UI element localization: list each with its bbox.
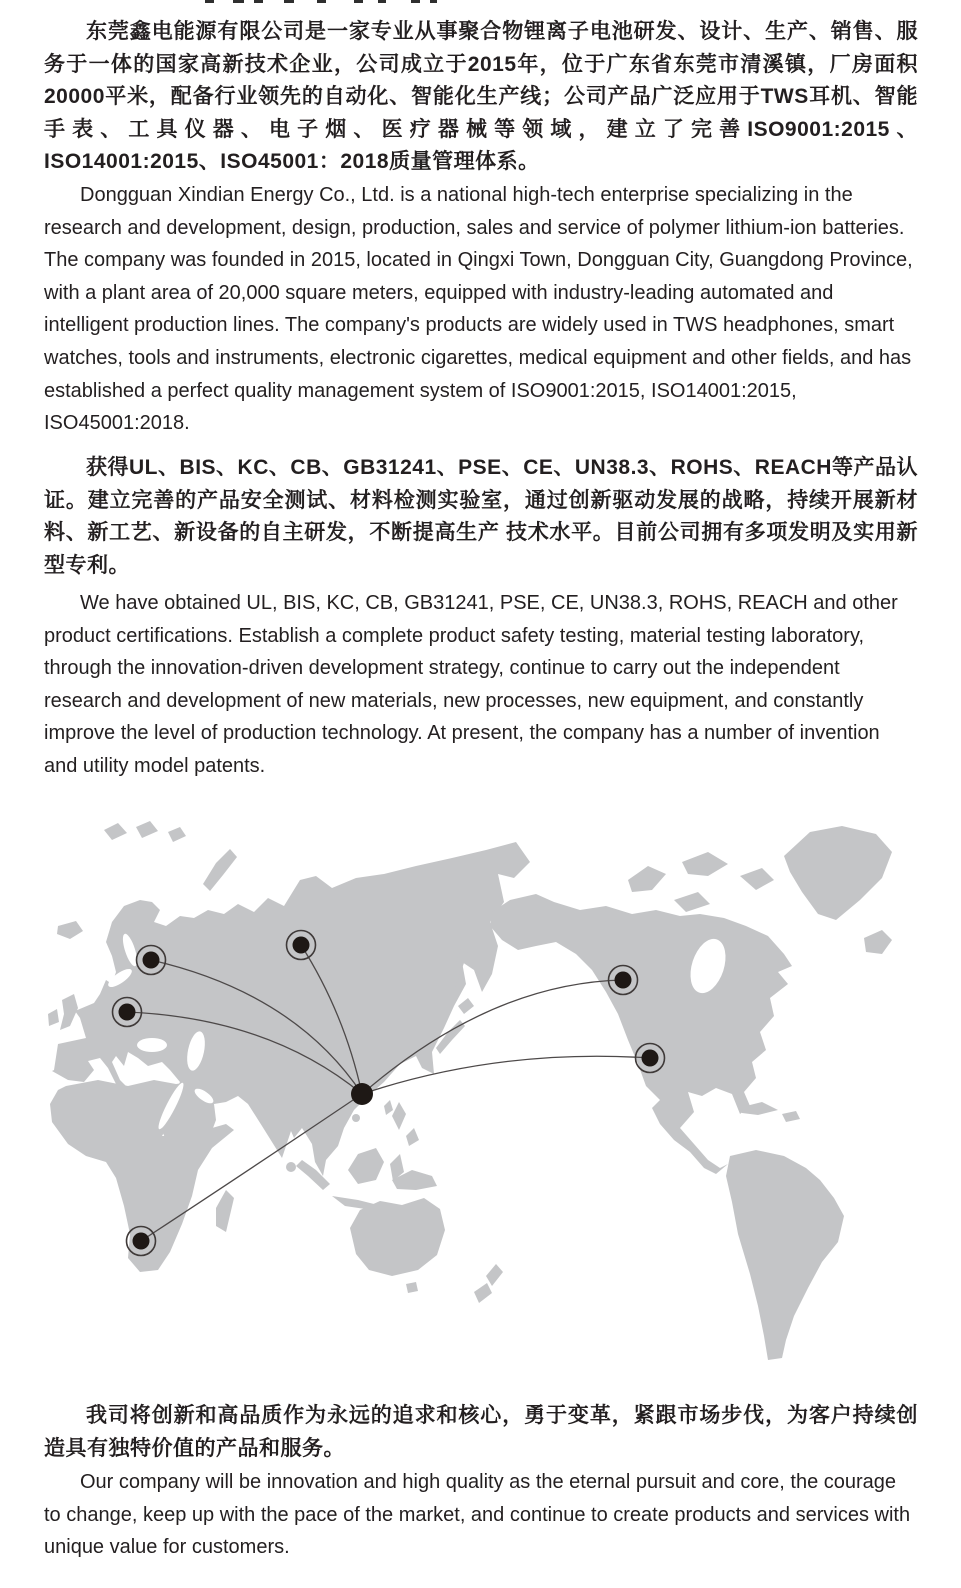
map-marker-dot [642,1050,659,1067]
map-marker-dot [615,972,632,989]
paragraph-certifications-zh: 获得UL、BIS、KC、CB、GB31241、PSE、CE、UN38.3、ROHS、REACH等产品认证。建立完善的产品安全测试、材料检测实验室，通过创新驱动发展的战略，持续开展新材料、新工艺、新设备的自主研发，不断提高生产 技术水平。目前公司拥有多项发明及实用新型专利。 [44,456,918,577]
page-top-clipped-artifact [0,0,961,4]
map-marker-dot [293,937,310,954]
paragraph-vision-zh: 我司将创新和高品质作为永远的追求和核心，勇于变革，紧跟市场步伐，为客户持续创造具有独特价值的产品和服务。 [44,1404,918,1460]
map-marker-dot [133,1233,150,1250]
paragraph-company-intro-en: Dongguan Xindian Energy Co., Ltd. is a national high-tech enterprise specializing in the research and development, design, production, sales and service of polymer lithium-ion batteries. The company was founded in 2015, located in Qingxi Town, Dongguan City, Guangdong Province, with a plant area of 20,000 square meters, equipped with industry-leading automated and intelligent production lines. The company's products are widely used in TWS headphones, smart watches, tools and instruments, electronic cigarettes, medical equipment and other fields, and has established a perfect quality management system of ISO9001:2015, ISO14001:2015, ISO45001:2018. [44,184,913,435]
paragraph-company-intro-zh: 东莞鑫电能源有限公司是一家专业从事聚合物锂离子电池研发、设计、生产、销售、服务于一体的国家高新技术企业，公司成立于2015年，位于广东省东莞市清溪镇，厂房面积20000平米，配备行业领先的自动化、智能化生产线；公司产品广泛应用于TWS耳机、智能手表、工具仪器、电子烟、医疗器械等领域，建立了完善ISO9001:2015、ISO14001:2015、ISO45001：2018质量管理体系。 [44,20,918,174]
world-map [40,818,961,1363]
paragraph-certifications-en: We have obtained UL, BIS, KC, CB, GB31241, PSE, CE, UN38.3, ROHS, REACH and other product certifications. Establish a complete product safety testing, material testing laboratory, through the innovation-driven development strategy, continue to carry out the independent research and development of new materials, new processes, new equipment, and constantly improve the level of production technology. At present, the company has a number of invention and utility model patents. [44,592,898,777]
paragraph-vision-en: Our company will be innovation and high quality as the eternal pursuit and core, the courage to change, keep up with the pace of the market, and continue to create products and services with unique value for customers. [44,1471,911,1559]
map-marker-dot [119,1004,136,1021]
map-marker-dot [143,952,160,969]
map-connection-line-western-usa [362,1056,650,1094]
map-hub-dongguan-guangdong-china [351,1083,373,1105]
map-landmasses [48,821,892,1360]
